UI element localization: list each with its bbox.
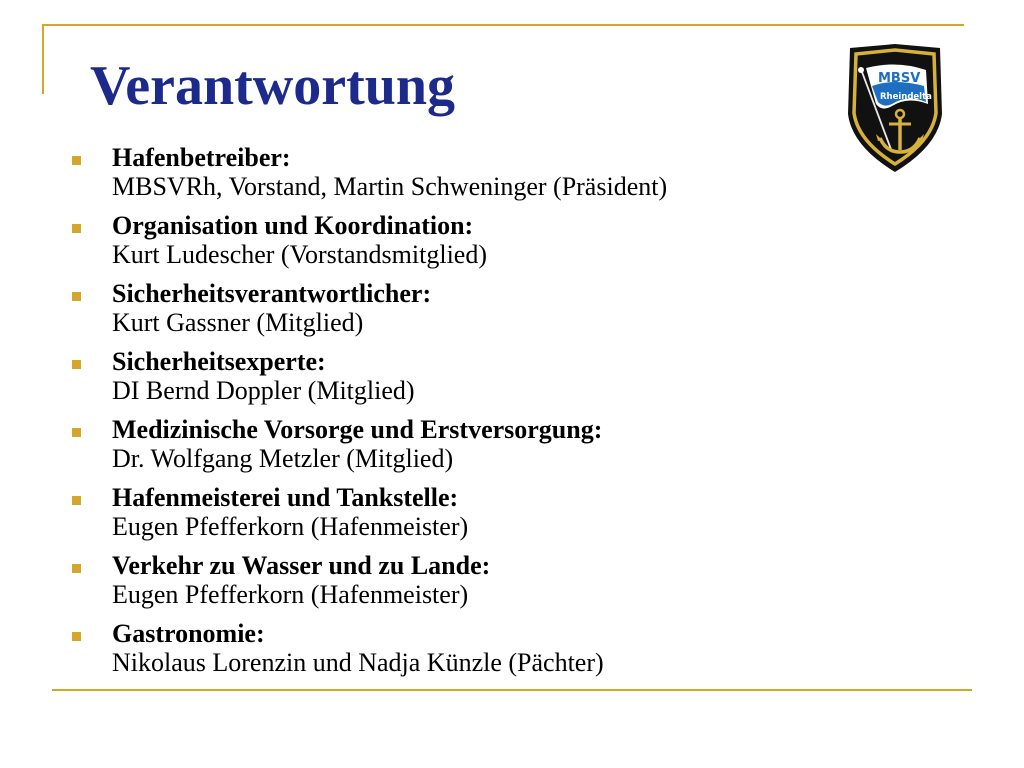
bullet-icon: [72, 224, 81, 233]
item-detail: Eugen Pfefferkorn (Hafenmeister): [112, 580, 469, 609]
bullet-icon: [72, 360, 81, 369]
list-item: [72, 142, 972, 210]
item-detail: Nikolaus Lorenzin und Nadja Künzle (Pächter): [112, 648, 604, 677]
responsibility-list: [72, 142, 972, 686]
item-heading: Gastronomie:: [112, 619, 265, 648]
item-detail: Kurt Gassner (Mitglied): [112, 308, 364, 337]
item-detail: DI Bernd Doppler (Mitglied): [112, 376, 415, 405]
list-item: [72, 482, 972, 550]
bullet-icon: [72, 632, 81, 641]
bullet-icon: [72, 564, 81, 573]
item-detail: Dr. Wolfgang Metzler (Mitglied): [112, 444, 454, 473]
list-item: [72, 414, 972, 482]
bullet-icon: [72, 156, 81, 165]
item-heading: Medizinische Vorsorge und Erstversorgung:: [112, 415, 603, 444]
list-item: [72, 346, 972, 414]
item-detail: MBSVRh, Vorstand, Martin Schweninger (Präsident): [112, 172, 668, 201]
slide-title: Verantwortung: [90, 55, 456, 117]
list-item: [72, 210, 972, 278]
item-heading: Verkehr zu Wasser und zu Lande:: [112, 551, 491, 580]
frame-bottom-line: [52, 689, 972, 691]
logo-text-flag: Rheindelta: [880, 92, 932, 102]
logo-text-top: MBSV: [878, 71, 921, 86]
list-item: [72, 278, 972, 346]
bullet-icon: [72, 496, 81, 505]
frame-left-line: [42, 24, 44, 94]
item-detail: Kurt Ludescher (Vorstandsmitglied): [112, 240, 487, 269]
item-heading: Sicherheitsverantwortlicher:: [112, 279, 432, 308]
frame-top-line: [42, 24, 964, 26]
item-heading: Sicherheitsexperte:: [112, 347, 326, 376]
list-item: [72, 618, 972, 686]
item-heading: Organisation und Koordination:: [112, 211, 474, 240]
list-item: [72, 550, 972, 618]
item-heading: Hafenmeisterei und Tankstelle:: [112, 483, 459, 512]
item-heading: Hafenbetreiber:: [112, 143, 291, 172]
bullet-icon: [72, 292, 81, 301]
bullet-icon: [72, 428, 81, 437]
item-detail: Eugen Pfefferkorn (Hafenmeister): [112, 512, 469, 541]
